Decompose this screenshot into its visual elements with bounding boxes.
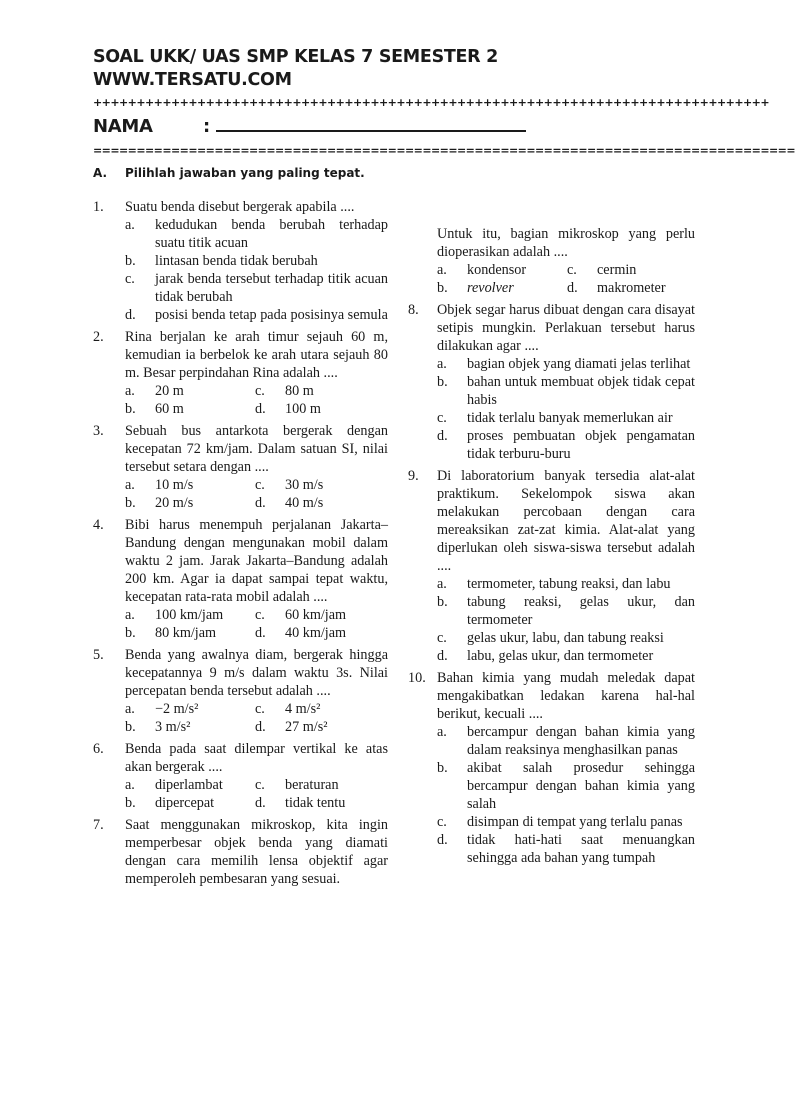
question-stem: Benda yang awalnya diam, bergerak hingga kecepatannya 9 m/s dalam waktu 3s. Nilai percepatan benda tersebut adalah ....: [125, 647, 388, 699]
option-text: 4 m/s²: [285, 701, 321, 717]
question-number: 1.: [93, 199, 104, 215]
option-text: bercampur dengan bahan kimia yang dalam reaksinya menghasilkan panas: [467, 724, 695, 758]
option-text: cermin: [597, 262, 637, 278]
question-item: [408, 669, 695, 867]
answer-options: [125, 776, 388, 812]
answer-options: [437, 723, 695, 867]
question-item: [408, 301, 695, 463]
option-text: beraturan: [285, 777, 339, 793]
question-item: [93, 198, 388, 324]
option-label: a.: [437, 724, 447, 740]
option-label: a.: [437, 356, 447, 372]
question-item: [93, 740, 388, 812]
option-text: jarak benda tersebut terhadap titik acuan tidak berubah: [155, 271, 388, 305]
answer-option: [125, 216, 388, 252]
option-label: c.: [437, 630, 447, 646]
option-text: 100 km/jam: [155, 607, 224, 623]
option-label: b.: [125, 401, 136, 417]
answer-option: [437, 427, 695, 463]
question-number: 10.: [408, 670, 426, 686]
right-column: [408, 225, 695, 871]
option-text: 30 m/s: [285, 477, 324, 493]
option-text: posisi benda tetap pada posisinya semula: [155, 307, 388, 323]
option-label: c.: [255, 777, 265, 793]
question-stem: Suatu benda disebut bergerak apabila ....: [125, 199, 355, 215]
section-a-heading: [93, 165, 365, 181]
option-text: 20 m: [155, 383, 184, 399]
question-number: 9.: [408, 468, 419, 484]
option-text: tidak tentu: [285, 795, 346, 811]
section-instruction: Pilihlah jawaban yang paling tepat.: [125, 166, 365, 180]
question-stem: Bibi harus menempuh perjalanan Jakarta–Bandung dengan mengunakan mobil dalam waktu 2 jam. Jarak Jakarta–Bandung adalah 200 km. Agar ia dapat sampai tepat waktu, kecepatan rata-rata mobil adalah ....: [125, 517, 388, 605]
option-text: akibat salah prosedur sehingga bercampur dengan bahan kimia yang salah: [467, 760, 695, 812]
answer-option: [437, 813, 695, 831]
answer-option: [437, 593, 695, 629]
option-text: −2 m/s²: [155, 701, 199, 717]
question-number: 4.: [93, 517, 104, 533]
answer-options: [125, 700, 388, 736]
option-text: labu, gelas ukur, dan termometer: [467, 648, 654, 664]
answer-option: [437, 373, 695, 409]
option-label: a.: [125, 217, 135, 233]
question-number: 3.: [93, 423, 104, 439]
answer-option: [437, 409, 695, 427]
question-stem: Objek segar harus dibuat dengan cara disayat setipis mungkin. Perlakuan tersebut harus dilakukan agar ....: [437, 302, 695, 354]
option-text: diperlambat: [155, 777, 223, 793]
website-url: WWW.TERSATU.COM: [93, 70, 292, 90]
option-label: d.: [437, 428, 448, 444]
option-text: makrometer: [597, 280, 666, 296]
name-blank-line: [216, 116, 526, 132]
option-text: kondensor: [467, 262, 527, 278]
option-label: b.: [437, 280, 448, 296]
option-text: 60 m: [155, 401, 184, 417]
option-text: 80 km/jam: [155, 625, 217, 641]
answer-option: [437, 759, 695, 813]
option-text: 3 m/s²: [155, 719, 191, 735]
option-text: 100 m: [285, 401, 321, 417]
option-label: b.: [437, 760, 448, 776]
option-label: b.: [125, 795, 136, 811]
option-label: d.: [255, 625, 266, 641]
answer-option: [125, 252, 388, 270]
answer-options: [437, 575, 695, 665]
document-title: SOAL UKK/ UAS SMP KELAS 7 SEMESTER 2: [93, 47, 499, 67]
option-text: 20 m/s: [155, 495, 194, 511]
question-number: 7.: [93, 817, 104, 833]
name-label: NAMA: [93, 116, 153, 137]
question-item: [93, 516, 388, 642]
question-number: 5.: [93, 647, 104, 663]
option-label: a.: [125, 701, 135, 717]
option-label: d.: [567, 280, 578, 296]
option-label: c.: [567, 262, 577, 278]
answer-options: [125, 216, 388, 324]
question-item: [93, 816, 388, 888]
answer-option: [437, 831, 695, 867]
question-stem: Sebuah bus antarkota bergerak dengan kecepatan 72 km/jam. Dalam satuan SI, nilai tersebut setara dengan ....: [125, 423, 388, 475]
answer-options: [125, 382, 388, 418]
plus-divider: ++++++++++++++++++++++++++++++++++++++++++++++++++++++++++++++++++++++++++++++: [93, 96, 770, 109]
option-text: bahan untuk membuat objek tidak cepat habis: [467, 374, 695, 408]
option-label: b.: [125, 719, 136, 735]
option-text: 80 m: [285, 383, 314, 399]
left-column: [93, 198, 388, 892]
option-label: a.: [437, 576, 447, 592]
option-text: 40 km/jam: [285, 625, 347, 641]
option-label: b.: [125, 495, 136, 511]
option-label: d.: [255, 795, 266, 811]
option-text: tabung reaksi, gelas ukur, dan termometer: [467, 594, 695, 628]
option-label: a.: [125, 477, 135, 493]
answer-option: [437, 647, 695, 665]
question-item: [408, 467, 695, 665]
question-item: [93, 646, 388, 736]
question-number: 8.: [408, 302, 419, 318]
question-stem: Bahan kimia yang mudah meledak dapat mengakibatkan ledakan karena hal-hal berikut, kecuali ....: [437, 670, 695, 722]
option-label: c.: [437, 814, 447, 830]
answer-options: [437, 261, 695, 297]
answer-options: [125, 476, 388, 512]
option-text: 60 km/jam: [285, 607, 347, 623]
option-text: dipercepat: [155, 795, 215, 811]
equals-divider: =================================================================================: [93, 144, 795, 157]
question-stem: Benda pada saat dilempar vertikal ke atas akan bergerak ....: [125, 741, 388, 775]
question-stem: Rina berjalan ke arah timur sejauh 60 m, kemudian ia berbelok ke arah utara sejauh 80 m. Besar perpindahan Rina adalah ....: [125, 329, 388, 381]
option-label: a.: [125, 777, 135, 793]
name-colon: :: [203, 116, 210, 137]
option-label: b.: [437, 374, 448, 390]
question-stem: Untuk itu, bagian mikroskop yang perlu dioperasikan adalah ....: [437, 226, 695, 260]
option-text: proses pembuatan objek pengamatan tidak terburu-buru: [467, 428, 695, 462]
option-label: b.: [125, 253, 136, 269]
option-label: a.: [437, 262, 447, 278]
option-label: d.: [255, 495, 266, 511]
question-stem: Saat menggunakan mikroskop, kita ingin memperbesar objek benda yang diamati dengan cara memilih lensa objektif agar memperoleh pembesaran yang sesuai.: [125, 817, 388, 887]
question-item: [93, 422, 388, 512]
option-label: d.: [255, 401, 266, 417]
option-label: a.: [125, 607, 135, 623]
option-text: 10 m/s: [155, 477, 194, 493]
option-label: b.: [125, 625, 136, 641]
option-label: d.: [437, 832, 448, 848]
option-label: d.: [125, 307, 136, 323]
option-label: d.: [437, 648, 448, 664]
answer-option: [437, 629, 695, 647]
section-letter: A.: [93, 166, 108, 180]
question-stem: Di laboratorium banyak tersedia alat-alat praktikum. Sekelompok siswa akan melakukan percobaan dengan cara mereaksikan zat-zat kimia. Alat-alat yang diperlukan oleh siswa-siswa tersebut adalah ....: [437, 468, 695, 574]
option-label: c.: [437, 410, 447, 426]
question-number: 2.: [93, 329, 104, 345]
option-label: a.: [125, 383, 135, 399]
option-text: tidak terlalu banyak memerlukan air: [467, 410, 673, 426]
option-label: b.: [437, 594, 448, 610]
answer-option: [125, 270, 388, 306]
option-text: disimpan di tempat yang terlalu panas: [467, 814, 683, 830]
answer-option: [437, 575, 695, 593]
question-item: [408, 225, 695, 297]
option-text: 40 m/s: [285, 495, 324, 511]
name-row: [93, 116, 526, 138]
option-text: revolver: [467, 280, 514, 296]
answer-option: [125, 306, 388, 324]
answer-options: [125, 606, 388, 642]
option-text: gelas ukur, labu, dan tabung reaksi: [467, 630, 664, 646]
option-text: 27 m/s²: [285, 719, 328, 735]
option-text: kedudukan benda berubah terhadap suatu titik acuan: [155, 217, 388, 251]
answer-option: [437, 355, 695, 373]
option-text: termometer, tabung reaksi, dan labu: [467, 576, 671, 592]
option-label: c.: [255, 477, 265, 493]
answer-options: [437, 355, 695, 463]
option-text: bagian objek yang diamati jelas terlihat: [467, 356, 691, 372]
option-label: c.: [255, 383, 265, 399]
question-item: [93, 328, 388, 418]
option-text: lintasan benda tidak berubah: [155, 253, 318, 269]
option-label: c.: [125, 271, 135, 287]
option-label: d.: [255, 719, 266, 735]
option-text: tidak hati-hati saat menuangkan sehingga ada bahan yang tumpah: [467, 832, 695, 866]
option-label: c.: [255, 701, 265, 717]
answer-option: [437, 723, 695, 759]
question-number: 6.: [93, 741, 104, 757]
option-label: c.: [255, 607, 265, 623]
